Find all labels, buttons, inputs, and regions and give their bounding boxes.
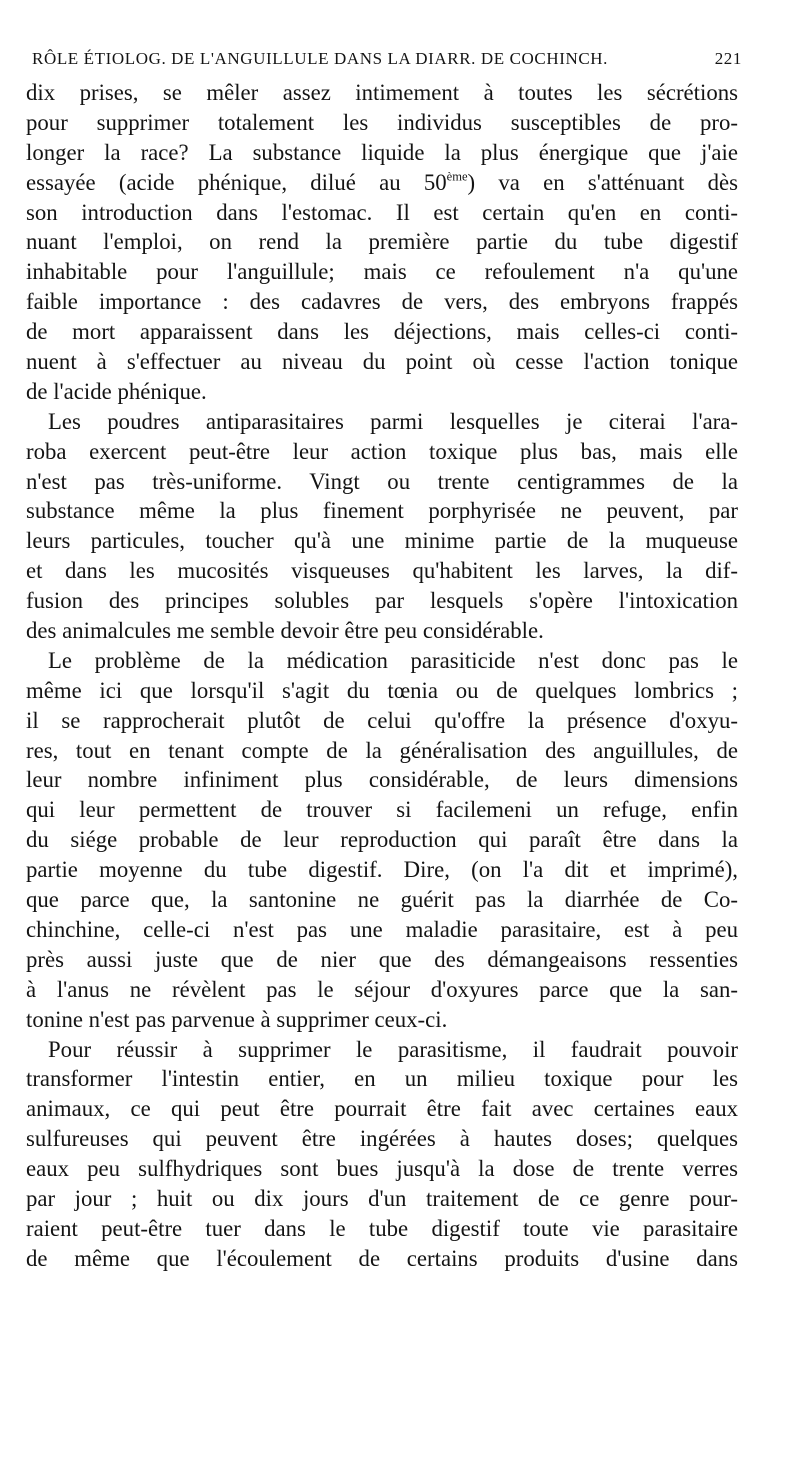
text-line: essayée (acide phénique, dilué au 50ème) va en s'atténuant dès — [26, 169, 739, 195]
ordinal-suffix: ème — [446, 169, 468, 184]
text-line: raient peut-être tuer dans le tube digestif toute vie parasitaire — [26, 1215, 738, 1241]
text-line: chinchine, celle-ci n'est pas une maladie parasitaire, est à peu — [26, 916, 738, 942]
book-page — [26, 48, 742, 1274]
text-line: nuent à s'effectuer au niveau du point où cesse l'action tonique — [26, 349, 738, 375]
text-line: tonine n'est pas parvenue à supprimer ceux-ci. — [26, 1006, 448, 1032]
text-line: pour supprimer totalement les individus susceptibles de pro- — [26, 109, 738, 135]
text-line: substance même la plus finement porphyrisée ne peuvent, par — [26, 498, 738, 524]
text-line: près aussi juste que de nier que des démangeaisons ressenties — [26, 946, 738, 972]
text-line: leurs particules, toucher qu'à une minime partie de la muqueuse — [26, 528, 738, 554]
text-line: fusion des principes solubles par lesquels s'opère l'intoxication — [26, 588, 738, 614]
text-line: par jour ; huit ou dix jours d'un traitement de ce genre pour- — [26, 1185, 738, 1211]
text-line: inhabitable pour l'anguillule; mais ce refoulement n'a qu'une — [26, 259, 738, 285]
text-line: transformer l'intestin entier, en un milieu toxique pour les — [26, 1066, 738, 1092]
text-line: il se rapprocherait plutôt de celui qu'offre la présence d'oxyu- — [26, 707, 738, 733]
text-line: partie moyenne du tube digestif. Dire, (on l'a dit et imprimé), — [26, 857, 738, 883]
text-line: des animalcules me semble devoir être peu considérable. — [26, 618, 544, 644]
text-line: du siége probable de leur reproduction qui paraît être dans la — [26, 827, 738, 853]
text-line: et dans les mucosités visqueuses qu'habitent les larves, la dif- — [26, 558, 738, 584]
text-line: roba exercent peut-être leur action toxique plus bas, mais elle — [26, 438, 738, 464]
text-line: Pour réussir à supprimer le parasitisme, il faudrait pouvoir — [48, 1036, 738, 1062]
text-line: faible importance : des cadavres de vers, des embryons frappés — [26, 289, 738, 315]
text-line: dix prises, se mêler assez intimement à toutes les sécrétions — [26, 80, 738, 105]
running-head — [32, 48, 742, 70]
text-line: eaux peu sulfhydriques sont bues jusqu'à la dose de trente verres — [26, 1156, 738, 1182]
text-line: nuant l'emploi, on rend la première partie du tube digestif — [26, 229, 738, 255]
text-line: que parce que, la santonine ne guérit pas la diarrhée de Co- — [26, 887, 738, 913]
text-line: animaux, ce qui peut être pourrait être fait avec certaines eaux — [26, 1096, 738, 1122]
body-text — [26, 78, 738, 1274]
text-line: Les poudres antiparasitaires parmi lesquelles je citerai l'ara- — [48, 408, 738, 434]
text-line: Le problème de la médication parasiticide n'est donc pas le — [48, 647, 738, 673]
text-line: de l'acide phénique. — [26, 378, 207, 404]
text-line: à l'anus ne révèlent pas le séjour d'oxyures parce que la san- — [26, 976, 738, 1002]
text-line: de mort apparaissent dans les déjections, mais celles-ci conti- — [26, 319, 738, 345]
running-title: RÔLE ÉTIOLOG. DE L'ANGUILLULE DANS LA DIARR. DE COCHINCH. — [32, 49, 609, 68]
text-line: de même que l'écoulement de certains produits d'usine dans — [26, 1245, 738, 1271]
page-number: 221 — [714, 49, 742, 68]
text-line: longer la race? La substance liquide la plus énergique que j'aie — [26, 139, 738, 165]
text-line: leur nombre infiniment plus considérable, de leurs dimensions — [26, 767, 738, 793]
text-line: n'est pas très-uniforme. Vingt ou trente centigrammes de la — [26, 468, 738, 494]
text-line: sulfureuses qui peuvent être ingérées à hautes doses; quelques — [26, 1126, 738, 1152]
text-line: son introduction dans l'estomac. Il est certain qu'en en conti- — [26, 199, 738, 225]
text-line: qui leur permettent de trouver si facilemeni un refuge, enfin — [26, 797, 738, 823]
text-line: même ici que lorsqu'il s'agit du tœnia ou de quelques lombrics ; — [26, 677, 738, 703]
text-line: res, tout en tenant compte de la généralisation des anguillules, de — [26, 737, 738, 763]
